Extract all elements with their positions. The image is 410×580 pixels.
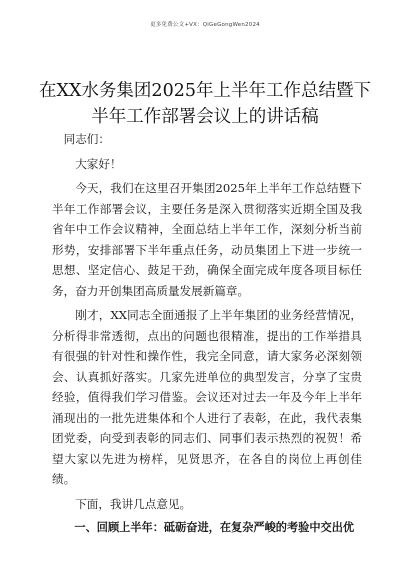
title-line-2: 半年工作部署会议上的讲话稿 <box>91 107 319 127</box>
watermark-text: 更多免费公文+VX：QiGeGongWen2024 <box>150 22 260 28</box>
paragraph-2: 刚才，XX同志全面通报了上半年集团的业务经营情况，分析得非常透彻，点出的问题也很精准，提出的工作举措具有很强的针对性和操作性，我完全同意，请大家务必深刻领会、认真抓好落实。几家先进单位的典型发言，分享了宝贵经验，值得我们学习借鉴。会议还对过去一年及今年上半年涌现出的一批先进集体和个人进行了表彰，在此，我代表集团党委，向受到表彰的同志们、同事们表示热烈的祝贺！希望大家以先进为榜样，见贤思齐，在各自的岗位上再创佳绩。 <box>52 308 362 486</box>
greeting: 大家好！ <box>75 156 122 171</box>
paragraph-3: 下面，我讲几点意见。 <box>75 496 192 511</box>
section-heading-1: 一、回顾上半年：砥砺奋进，在复杂严峻的考验中交出优 <box>74 521 355 534</box>
paragraph-1: 今天，我们在这里召开集团2025年上半年工作总结暨下半年工作部署会议，主要任务是深入贯彻落实近期全国及我省年中工作会议精神，全面总结上半年工作，深刻分析当前形势，安排部署下半年重点任务，动员集团上下进一步统一思想、坚定信心、鼓足干劲，确保全面完成年度各项目标任务，奋力开创集团高质量发展新篇章。 <box>52 181 362 298</box>
salutation: 同志们： <box>63 132 110 146</box>
document-title <box>30 78 380 130</box>
document-body <box>52 129 362 539</box>
title-line-1: 在XX水务集团2025年上半年工作总结暨下 <box>39 81 371 101</box>
